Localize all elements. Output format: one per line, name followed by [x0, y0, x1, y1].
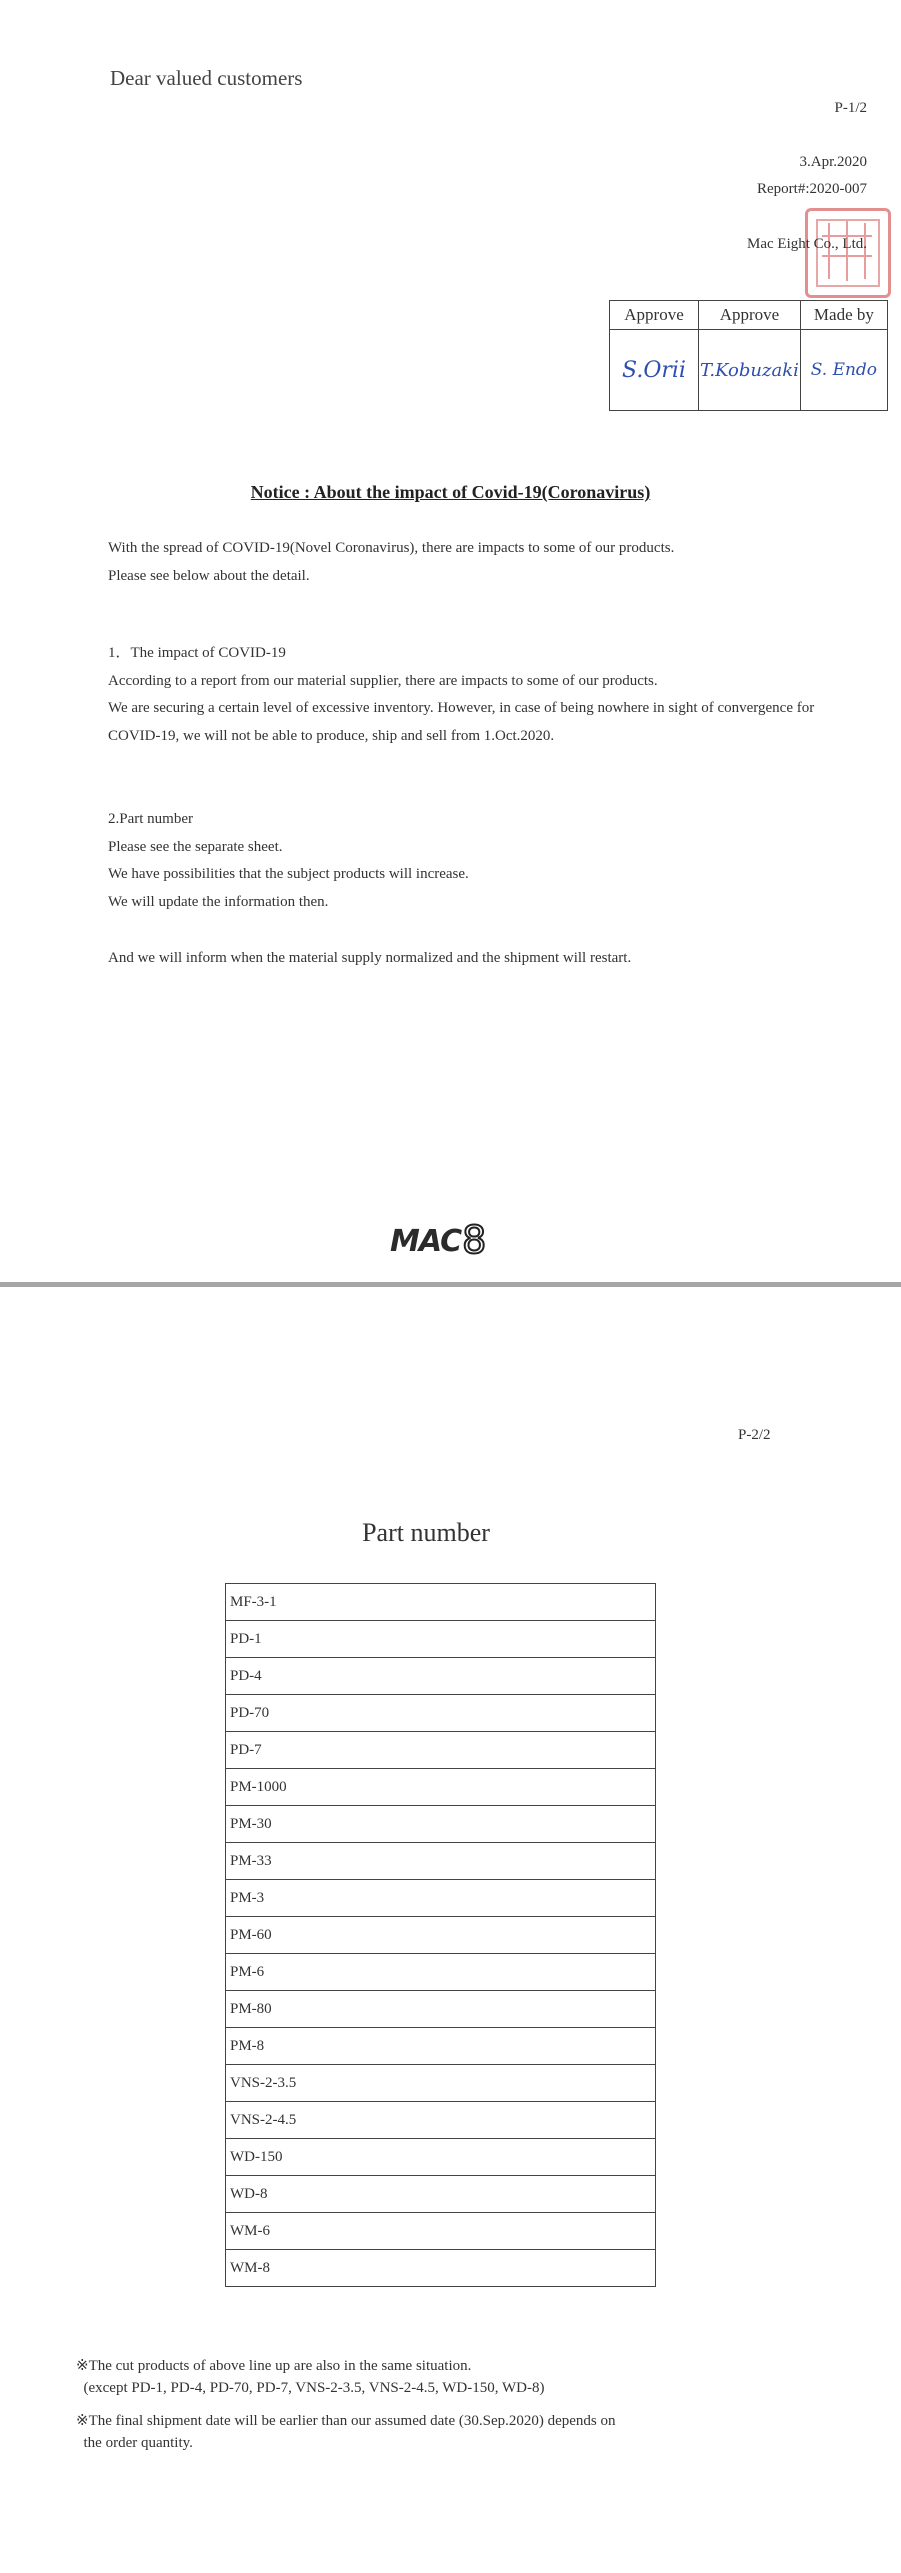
text-line: We are securing a certain level of excessive inventory. However, in case of being nowhere in sight of convergence for	[108, 700, 815, 716]
table-row	[226, 1991, 656, 2028]
table-row	[226, 2250, 656, 2287]
part-cell: MF-3-1	[226, 1584, 656, 1621]
text-line: Please see the separate sheet.	[108, 838, 283, 855]
table-row	[226, 1621, 656, 1658]
part-cell: WD-150	[226, 2139, 656, 2176]
part-number-title: Part number	[362, 1518, 490, 1547]
table-row	[226, 1695, 656, 1732]
text-line: We will update the information then.	[108, 893, 329, 910]
table-row	[226, 1732, 656, 1769]
section-part-number	[108, 806, 469, 916]
text-line: ※The cut products of above line up are also in the same situation.	[76, 2358, 472, 2374]
part-cell: PM-80	[226, 1991, 656, 2028]
text-line: We have possibilities that the subject products will increase.	[108, 866, 469, 882]
part-cell: VNS-2-3.5	[226, 2065, 656, 2102]
company-name: Mac Eight Co., Ltd.	[747, 236, 867, 252]
part-cell: PM-6	[226, 1954, 656, 1991]
text-line: According to a report from our material supplier, there are impacts to some of our products.	[108, 672, 658, 689]
part-cell: PD-7	[226, 1732, 656, 1769]
table-row	[226, 1917, 656, 1954]
approval-header: Made by	[800, 301, 887, 330]
part-cell: PM-30	[226, 1806, 656, 1843]
logo-text: MAC	[390, 1224, 462, 1259]
table-row	[226, 1658, 656, 1695]
page-1	[0, 0, 901, 1282]
text-line: ※The final shipment date will be earlier than our assumed date (30.Sep.2020) depends on	[76, 2413, 616, 2429]
note-cut-products	[76, 2355, 544, 2399]
part-number-table	[225, 1583, 656, 2287]
part-cell: VNS-2-4.5	[226, 2102, 656, 2139]
table-row	[226, 1843, 656, 1880]
signature-author: S. Endo	[810, 360, 878, 380]
page-number: P-1/2	[834, 100, 867, 116]
part-cell: PM-1000	[226, 1769, 656, 1806]
part-cell: PM-60	[226, 1917, 656, 1954]
table-row	[226, 2139, 656, 2176]
text-line: COVID-19, we will not be able to produce, ship and sell from 1.Oct.2020.	[108, 727, 555, 744]
page-2	[0, 1287, 901, 2573]
text-line: the order quantity.	[76, 2435, 193, 2451]
closing-paragraph: And we will inform when the material supply normalized and the shipment will restart.	[108, 950, 632, 966]
table-row	[226, 1806, 656, 1843]
part-cell: PD-70	[226, 1695, 656, 1732]
report-date: 3.Apr.2020	[799, 154, 867, 170]
part-cell: WM-8	[226, 2250, 656, 2287]
table-row	[226, 1880, 656, 1917]
signature-approver-2: T.Kobuzaki	[700, 359, 799, 381]
text-line: With the spread of COVID-19(Novel Coronavirus), there are impacts to some of our products.	[108, 540, 675, 556]
table-row	[226, 2213, 656, 2250]
part-cell: WM-6	[226, 2213, 656, 2250]
approval-table	[609, 300, 888, 411]
logo-digit: 8	[462, 1218, 486, 1262]
notice-title: Notice : About the impact of Covid-19(Coronavirus)	[250, 482, 651, 502]
text-line: (except PD-1, PD-4, PD-70, PD-7, VNS-2-3.5, VNS-2-4.5, WD-150, WD-8)	[76, 2380, 545, 2396]
table-row	[226, 1954, 656, 1991]
part-cell: PM-3	[226, 1880, 656, 1917]
company-seal	[805, 208, 891, 298]
table-row	[226, 2028, 656, 2065]
table-row	[226, 1584, 656, 1621]
signature-approver-1: S.Orii	[622, 357, 686, 383]
section-impact	[108, 640, 814, 750]
table-row	[226, 1769, 656, 1806]
table-row	[226, 2102, 656, 2139]
table-row	[226, 2176, 656, 2213]
part-cell: PM-33	[226, 1843, 656, 1880]
text-line: Please see below about the detail.	[108, 567, 310, 584]
section-heading: 2.Part number	[108, 811, 193, 827]
approval-header: Approve	[610, 301, 699, 330]
section-heading: 1．The impact of COVID-19	[108, 645, 286, 661]
greeting: Dear valued customers	[110, 66, 303, 90]
note-final-shipment	[76, 2410, 616, 2454]
intro-paragraph	[108, 535, 674, 590]
mac8-logo	[390, 1216, 485, 1260]
part-cell: PD-1	[226, 1621, 656, 1658]
part-cell: PD-4	[226, 1658, 656, 1695]
page-number: P-2/2	[738, 1427, 771, 1443]
table-row	[226, 2065, 656, 2102]
part-cell: PM-8	[226, 2028, 656, 2065]
part-cell: WD-8	[226, 2176, 656, 2213]
report-number: Report#:2020-007	[757, 181, 867, 197]
approval-header: Approve	[699, 301, 801, 330]
